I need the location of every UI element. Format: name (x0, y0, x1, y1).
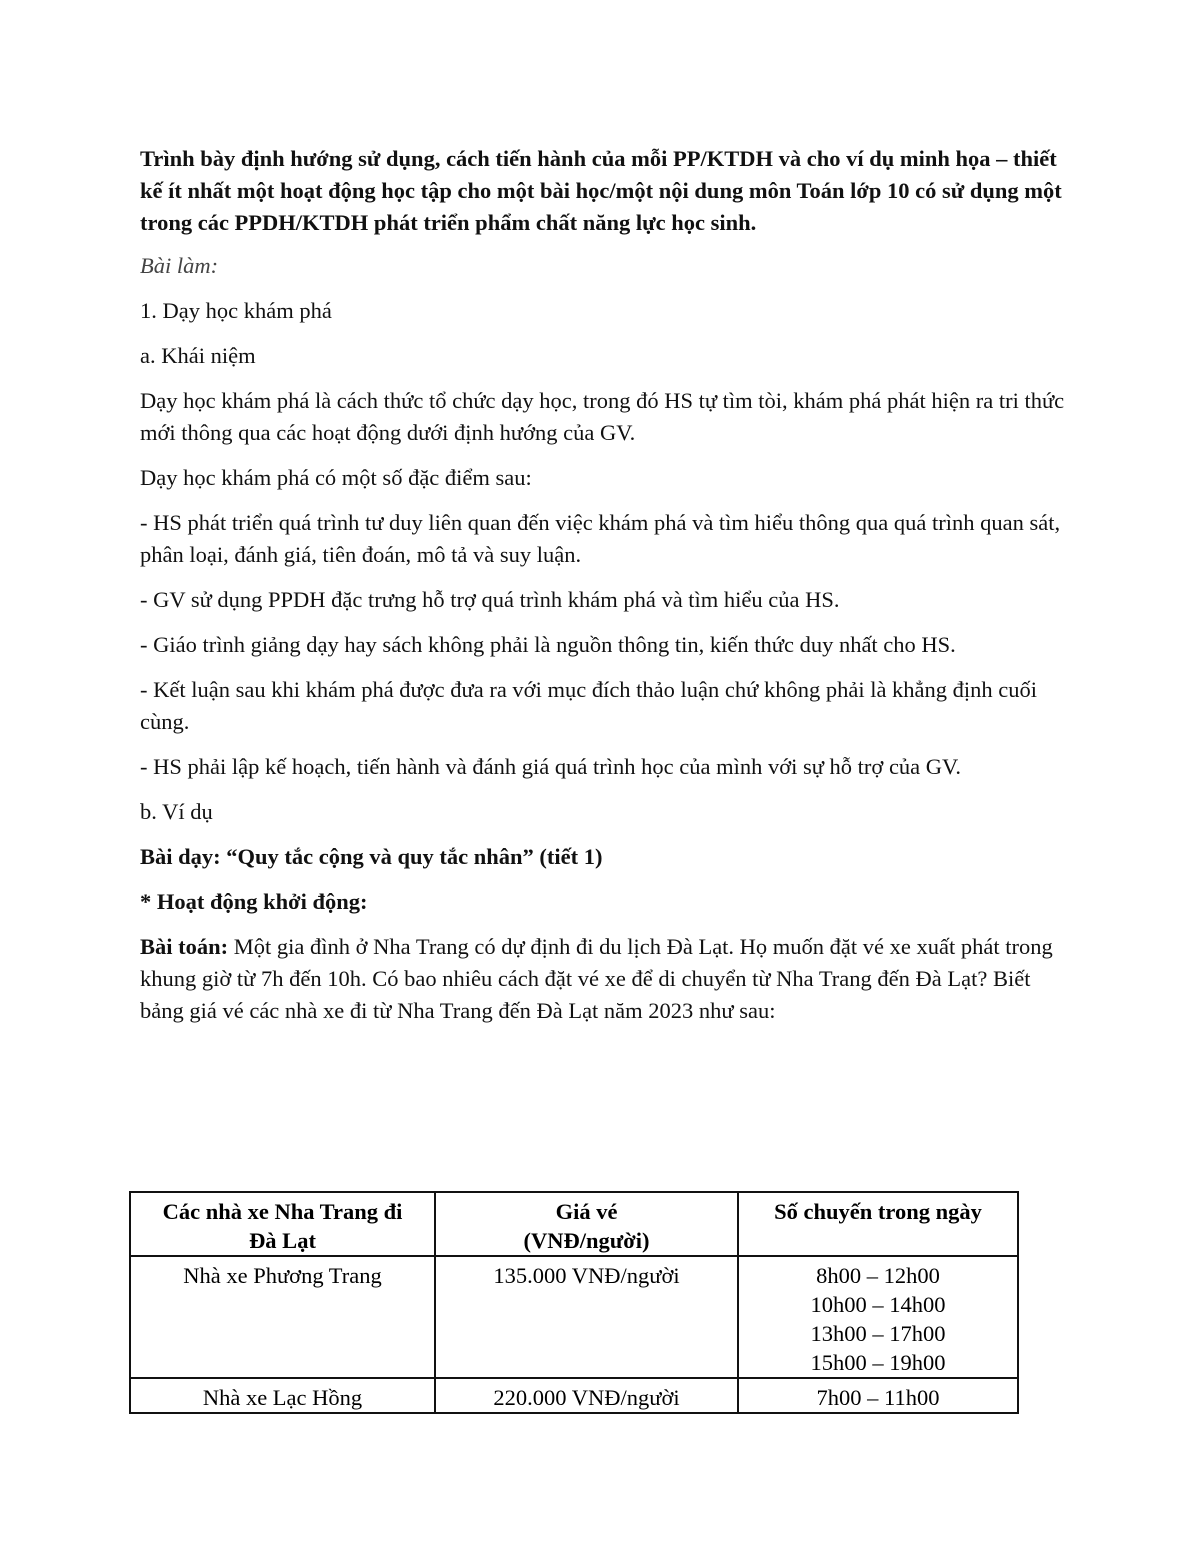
header-price: Giá vé (VNĐ/người) (435, 1192, 738, 1256)
table-row (130, 1256, 1018, 1378)
lesson-title: “Quy tắc cộng và quy tắc nhân” (tiết 1) (220, 844, 603, 869)
cell-trips (738, 1378, 1018, 1413)
bai-lam-label: Bài làm: (140, 253, 219, 278)
subsection-b-title: b. Ví dụ (140, 799, 213, 824)
trip-time: 13h00 – 17h00 (810, 1321, 946, 1346)
trip-time: 10h00 – 14h00 (810, 1292, 946, 1317)
feature-item: - HS phát triển quá trình tư duy liên quan đến việc khám phá và tìm hiểu thông qua quá trình quan sát, phân loại, đánh giá, tiên đoán, mô tả và suy luận. (140, 510, 1061, 567)
problem-text: Một gia đình ở Nha Trang có dự định đi du lịch Đà Lạt. Họ muốn đặt vé xe xuất phát trong khung giờ từ 7h đến 10h. Có bao nhiêu cách đặt vé xe để di chuyển từ Nha Trang đến Đà Lạt? Biết bảng giá vé các nhà xe đi từ Nha Trang đến Đà Lạt năm 2023 như sau: (140, 934, 1053, 1023)
activity-title: * Hoạt động khởi động: (140, 889, 368, 914)
header-company: Các nhà xe Nha Trang đi Đà Lạt (130, 1192, 435, 1256)
feature-item: - HS phải lập kế hoạch, tiến hành và đánh giá quá trình học của mình với sự hỗ trợ của GV. (140, 754, 962, 779)
trip-time: 7h00 – 11h00 (816, 1385, 940, 1410)
cell-company: Nhà xe Phương Trang (130, 1256, 435, 1378)
table-row (130, 1378, 1018, 1413)
header-trips: Số chuyến trong ngày (738, 1192, 1018, 1256)
lesson-line (140, 841, 1070, 873)
cell-price: 220.000 VNĐ/người (435, 1378, 738, 1413)
cell-price: 135.000 VNĐ/người (435, 1256, 738, 1378)
subsection-a-title: a. Khái niệm (140, 343, 256, 368)
definition-paragraph: Dạy học khám phá là cách thức tổ chức dạy học, trong đó HS tự tìm tòi, khám phá phát hiện ra tri thức mới thông qua các hoạt động dưới định hướng của GV. (140, 388, 1065, 445)
cell-company: Nhà xe Lạc Hồng (130, 1378, 435, 1413)
bus-fare-table (129, 1191, 1019, 1414)
problem-paragraph (140, 931, 1070, 1027)
features-intro: Dạy học khám phá có một số đặc điểm sau: (140, 465, 532, 490)
assignment-heading: Trình bày định hướng sử dụng, cách tiến hành của mỗi PP/KTDH và cho ví dụ minh họa – thiết kế ít nhất một hoạt động học tập cho một bài học/một nội dung môn Toán lớp 10 có sử dụng một trong các PPDH/KTDH phát triển phẩm chất năng lực học sinh. (140, 146, 1062, 235)
trip-time: 15h00 – 19h00 (810, 1350, 946, 1375)
problem-label: Bài toán: (140, 934, 229, 959)
feature-item: - GV sử dụng PPDH đặc trưng hỗ trợ quá trình khám phá và tìm hiểu của HS. (140, 587, 840, 612)
section-1-title: 1. Dạy học khám phá (140, 298, 332, 323)
feature-item: - Giáo trình giảng dạy hay sách không phải là nguồn thông tin, kiến thức duy nhất cho HS. (140, 632, 956, 657)
lesson-label: Bài dạy: (140, 844, 221, 869)
trip-time: 8h00 – 12h00 (816, 1263, 940, 1288)
table-header-row (130, 1192, 1018, 1256)
feature-item: - Kết luận sau khi khám phá được đưa ra với mục đích thảo luận chứ không phải là khẳng định cuối cùng. (140, 677, 1038, 734)
cell-trips (738, 1256, 1018, 1378)
